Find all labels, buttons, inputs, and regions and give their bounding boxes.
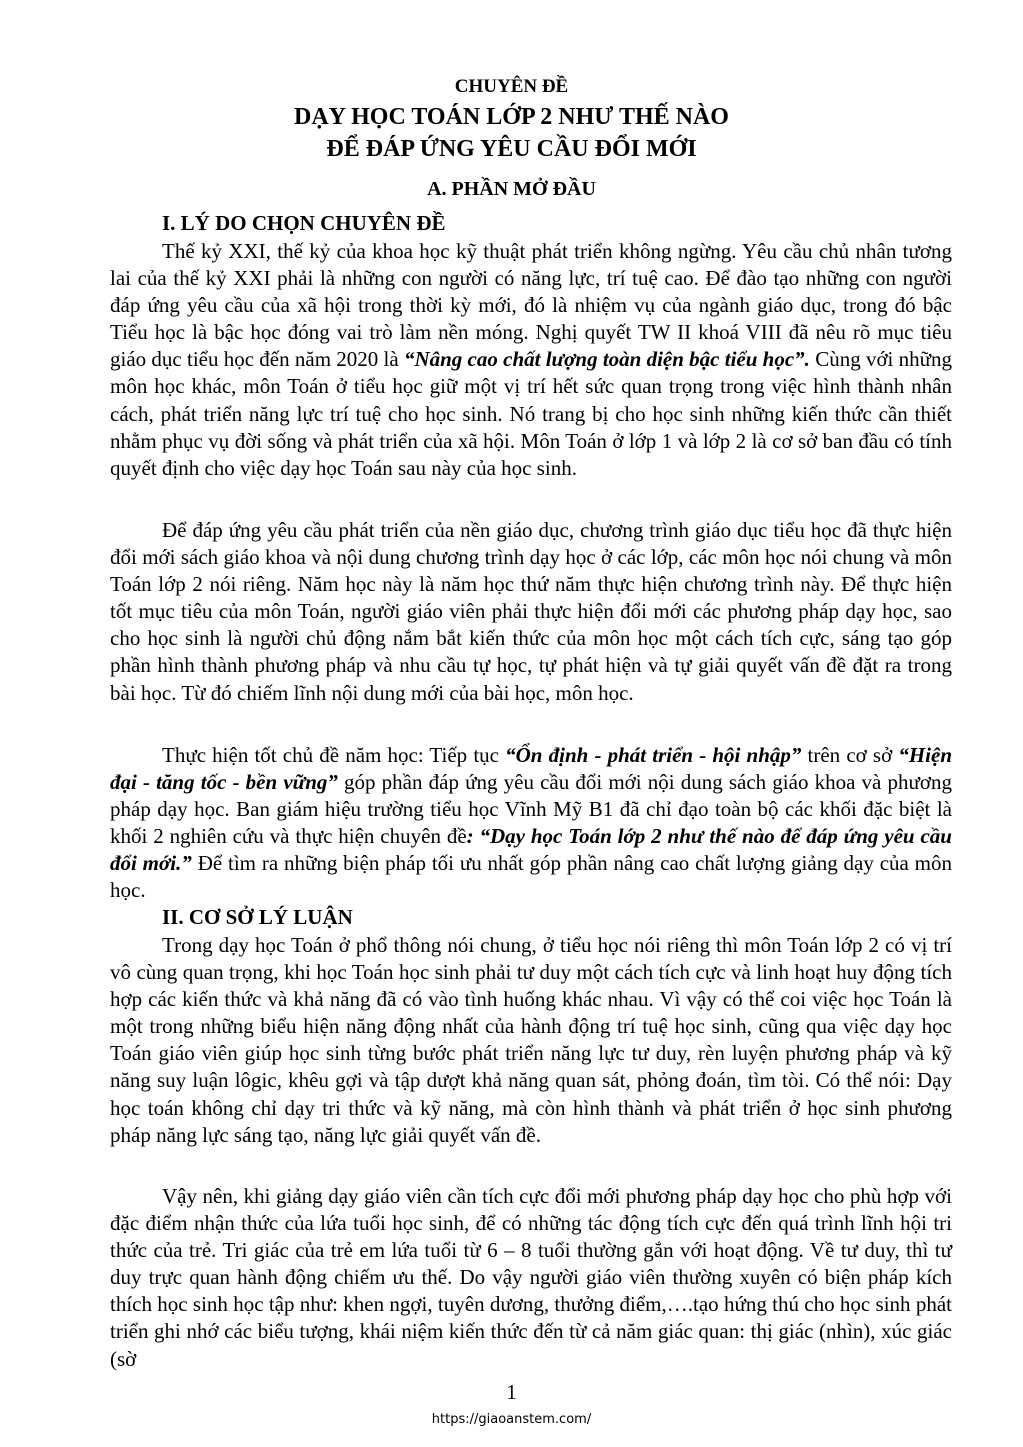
- paragraph-1-emphasis: “Nâng cao chất lượng toàn diện bậc tiểu học”.: [403, 347, 810, 372]
- paragraph-3-text-c: góp phần đáp ứng yêu cầu đổi mới nội dung sách giáo khoa và phương pháp dạy học. Ban giám hiệu trường tiểu học Vĩnh Mỹ B1 đã chỉ đạo toàn bộ các khối đặc biệt là khối 2 nghiên cứu và thực hiện chuyên đề: [110, 770, 952, 849]
- document-title-line-1: DẠY HỌC TOÁN LỚP 2 NHƯ THẾ NÀO: [294, 104, 729, 130]
- paragraph-3-emphasis-b: “Hiện đại - tăng tốc - bền vững”: [110, 743, 952, 795]
- paragraph-3-text-b: trên cơ sở: [801, 743, 899, 767]
- paragraph-1-text-a: Thế kỷ XXI, thế kỷ của khoa học kỹ thuật phát triển không ngừng. Yêu cầu chủ nhân tương lai của thế kỷ XXI phải là những con người có năng lực, trí tuệ cao. Để đào tạo những con người đáp ứng yêu cầu của xã hội trong thời kỳ mới, đó là nhiệm vụ của ngành giáo dục, trong đó bậc Tiểu học là bậc học đóng vai trò làm nền móng. Nghị quyết TW II khoá VIII đã nêu rõ mục tiêu giáo dục tiểu học đến năm 2020 là: [110, 239, 952, 372]
- paragraph-3-emphasis-a: “Ổn định - phát triển - hội nhập”: [505, 743, 802, 767]
- part-heading: A. PHẦN MỞ ĐẦU: [427, 178, 596, 200]
- paragraph-3: [110, 742, 952, 905]
- paragraph-3-text-a: Thực hiện tốt chủ đề năm học: Tiếp tục: [162, 743, 506, 767]
- paragraph-1: [110, 238, 952, 482]
- section-heading-theory: II. CƠ SỞ LÝ LUẬN: [162, 905, 353, 929]
- page-number: 1: [506, 1380, 517, 1404]
- paragraph-2: Để đáp ứng yêu cầu phát triển của nền giáo dục, chương trình giáo dục tiểu học đã thực hiện đổi mới sách giáo khoa và nội dung chương trình dạy học ở các lớp, các môn học nói chung và môn Toán lớp 2 nói riêng. Năm học này là năm học thứ năm thực hiện chương trình này. Để thực hiện tốt mục tiêu của môn Toán, người giáo viên phải thực hiện đổi mới các phương pháp dạy học, sao cho học sinh là người chủ động nắm bắt kiến thức của môn học một cách tích cực, sáng tạo góp phần hình thành phương pháp và nhu cầu tự học, tự phát hiện và tự giải quyết vấn đề đặt ra trong bài học. Từ đó chiếm lĩnh nội dung mới của bài học, môn học.: [110, 518, 952, 705]
- paragraph-4: Trong dạy học Toán ở phổ thông nói chung, ở tiểu học nói riêng thì môn Toán lớp 2 có vị trí vô cùng quan trọng, khi học Toán học sinh phải tư duy một cách tích cực và linh hoạt huy động tích hợp các kiến thức và khả năng đã có vào tình huống khác nhau. Vì vậy có thể coi việc học Toán là một trong những biểu hiện năng động nhất của hành động trí tuệ học sinh, cũng qua việc dạy học Toán giáo viên giúp học sinh từng bước phát triển năng lực tư duy, rèn luyện phương pháp và kỹ năng suy luận lôgic, khêu gợi và tập dượt khả năng quan sát, phỏng đoán, tìm tòi. Có thể nói: Dạy học toán không chỉ dạy tri thức và kỹ năng, mà còn hình thành và phát triển ở học sinh phương pháp năng lực sáng tạo, năng lực giải quyết vấn đề.: [110, 933, 952, 1147]
- paragraph-1-text-b: Cùng với những môn học khác, môn Toán ở tiểu học giữ một vị trí hết sức quan trọng trong việc hình thành nhân cách, phát triển năng lực trí tuệ cho học sinh. Nó trang bị cho học sinh những kiến thức cần thiết nhằm phục vụ đời sống và phát triển của xã hội. Môn Toán ở lớp 1 và lớp 2 là cơ sở ban đầu có tính quyết định cho việc dạy học Toán sau này của học sinh.: [110, 347, 953, 480]
- document-label: CHUYÊN ĐỀ: [454, 76, 569, 97]
- paragraph-3-emphasis-c: : “Dạy học Toán lớp 2 như thế nào để đáp ứng yêu cầu đổi mới.”: [110, 824, 952, 876]
- paragraph-5: Vậy nên, khi giảng dạy giáo viên cần tích cực đổi mới phương pháp dạy học cho phù hợp với đặc điểm nhận thức của lứa tuổi học sinh, để có những tác động tích cực đến quá trình lĩnh hội tri thức của trẻ. Tri giác của trẻ em lứa tuổi từ 6 – 8 tuổi thường gắn với hoạt động. Về tư duy, thì tư duy trực quan hành động chiếm ưu thế. Do vậy người giáo viên thường xuyên có biện pháp kích thích học sinh học tập như: khen ngợi, tuyên dương, thưởng điểm,….tạo hứng thú cho học sinh phát triển ghi nhớ các biểu tượng, khái niệm kiến thức đến từ cả năm giác quan: thị giác (nhìn), xúc giác (sờ: [110, 1184, 952, 1371]
- section-heading-reasons: I. LÝ DO CHỌN CHUYÊN ĐỀ: [162, 211, 446, 235]
- document-title-line-2: ĐỂ ĐÁP ỨNG YÊU CẦU ĐỔI MỚI: [326, 136, 697, 162]
- footer-url: https://giaoanstem.com/: [431, 1412, 592, 1427]
- paragraph-3-text-d: Để tìm ra những biện pháp tối ưu nhất góp phần nâng cao chất lượng giảng dạy của môn học.: [110, 851, 952, 903]
